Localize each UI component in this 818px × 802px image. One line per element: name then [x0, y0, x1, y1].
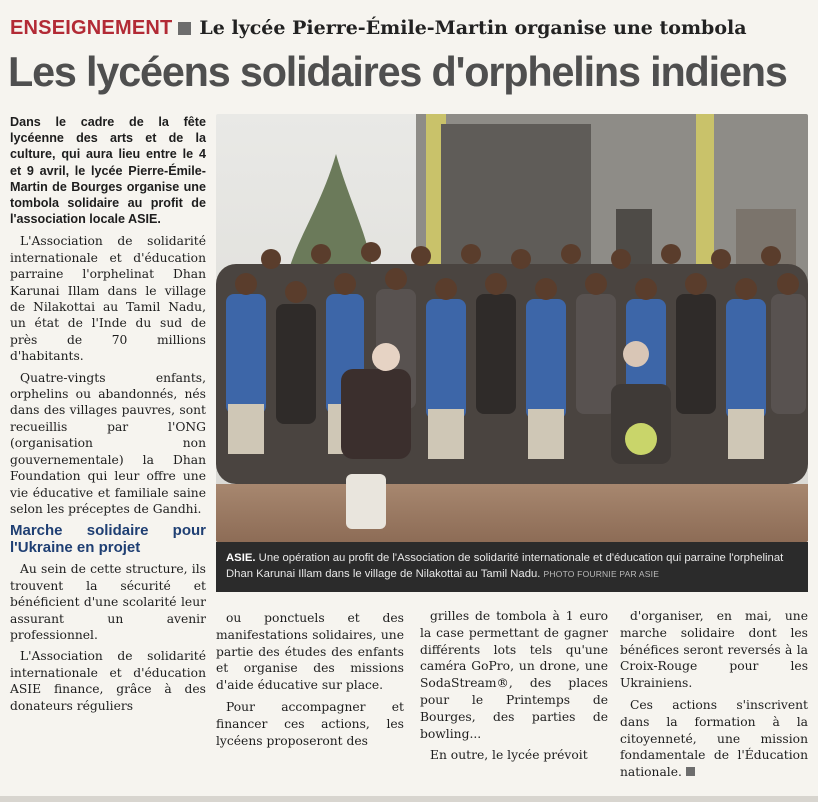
body-paragraph: L'Association de solidarité internationale et d'éducation ASIE finance, grâce à des donateurs réguliers: [10, 649, 206, 713]
photo-credit: PHOTO FOURNIE PAR ASIE: [543, 569, 660, 579]
body-paragraph: d'organiser, en mai, une marche solidaire dont les bénéfices seront reversés à la Croix-Rouge pour les Ukrainiens.: [620, 609, 808, 691]
body-paragraph: Quatre-vingts enfants, orphelins ou abandonnés, nés dans des villages pauvres, sont recueillis par l'ONG (organisation non gouvernementale) la Dhan Foundation qui leur offre une vie éducative et familiale saine selon les préceptes de Gandhi.: [10, 370, 206, 516]
caption-text: Une opération au profit de l'Association de solidarité internationale et d'éducation qui parraine l'orphelinat Dhan Karunai Illam dans le village de Nilakottai au Tamil Nadu.: [226, 552, 784, 580]
body-paragraph: L'Association de solidarité internationale et d'éducation parraine l'orphelinat Dhan Karunai Illam dans le village de Nilakottai au Tamil Nadu, un état de l'Inde du sud de près de 70 millions d'habitants.: [10, 234, 206, 364]
body-paragraph: [620, 697, 808, 781]
column-3: [420, 608, 608, 769]
bottom-rule: [0, 796, 818, 802]
body-paragraph: Pour accompagner et financer ces actions, les lycéens proposeront des: [216, 699, 404, 748]
closing-text: Ces actions s'inscrivent dans la formation à la citoyenneté, une mission fondamentale de l'Éducation nationale.: [620, 697, 808, 780]
body-paragraph: Au sein de cette structure, ils trouvent la sécurité et bénéficient d'une scolarité leur assurant un avenir professionnel.: [10, 562, 206, 642]
headline: Les lycéens solidaires d'orphelins indiens: [8, 48, 787, 95]
column-4: [620, 608, 808, 786]
body-paragraph: ou ponctuels et des manifestations solidaires, une partie des études des enfants et organise des missions d'aide éducative sur place.: [216, 611, 404, 693]
group-photo: [216, 114, 808, 542]
kicker-title: Le lycée Pierre-Émile-Martin organise une tombola: [199, 17, 747, 39]
body-paragraph: En outre, le lycée prévoit: [430, 748, 588, 763]
photo-caption: [216, 542, 808, 592]
group-photo-illustration: [216, 114, 808, 542]
lead-column: [10, 114, 206, 719]
column-2: [216, 610, 404, 754]
caption-label: ASIE.: [226, 552, 256, 564]
lead-paragraph: Dans le cadre de la fête lycéenne des arts et de la culture, qui aura lieu entre le 4 et 9 avril, le lycée Pierre-Émile-Martin de Bourges organise une tombola solidaire au profit de l'association locale ASIE.: [10, 115, 206, 227]
end-square-icon: [686, 767, 695, 776]
body-paragraph: grilles de tombola à 1 euro la case permettant de gagner différents lots tels qu'une caméra GoPro, un drone, une SodaStream®, des places pour le Printemps de Bourges, des parties de bowling...: [420, 609, 608, 741]
kicker-line: [10, 14, 747, 42]
kicker-square-icon: [178, 22, 191, 35]
subhead: Marche solidaire pour l'Ukraine en projet: [10, 522, 206, 557]
section-kicker: ENSEIGNEMENT: [10, 16, 173, 39]
